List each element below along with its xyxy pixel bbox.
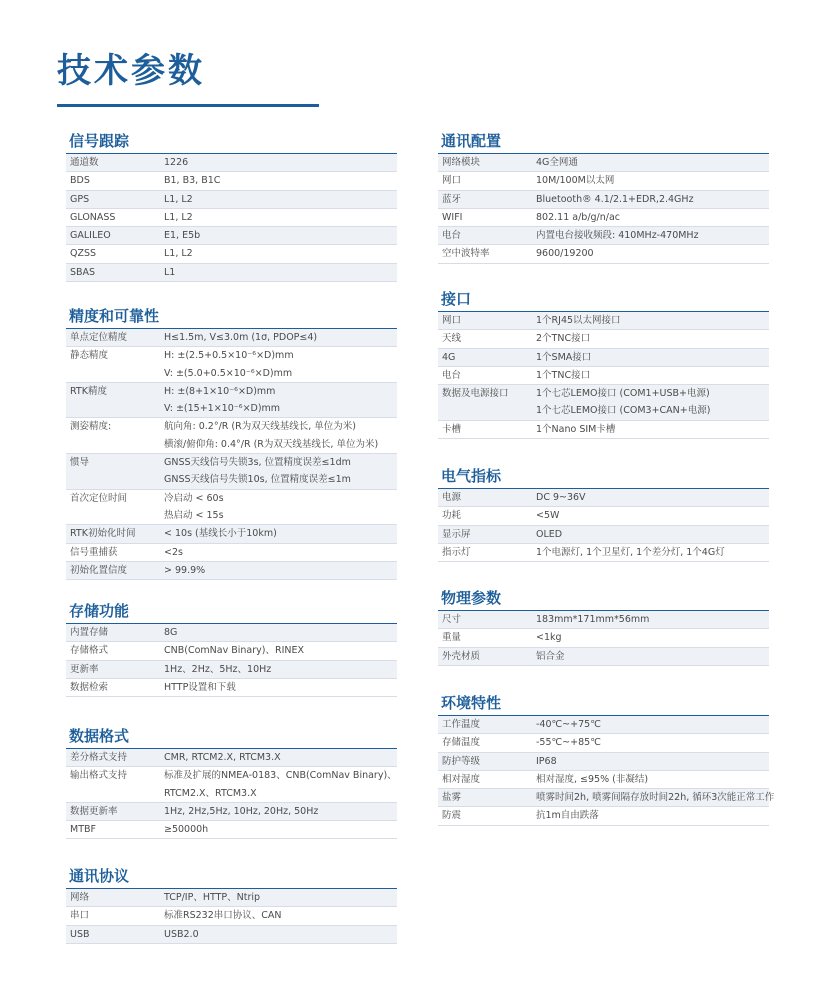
spec-row <box>438 507 769 525</box>
spec-value-line: 抗1m自由跌落 <box>536 810 599 822</box>
spec-value-line: 1Hz, 2Hz,5Hz, 10Hz, 20Hz, 50Hz <box>164 805 319 817</box>
spec-value <box>164 907 397 924</box>
spec-label: 通道数 <box>70 157 99 168</box>
spec-row <box>66 227 397 245</box>
section-title: 接口 <box>438 289 769 312</box>
spec-section <box>438 131 769 264</box>
spec-value <box>536 611 769 628</box>
spec-value-line: <5W <box>536 510 560 522</box>
spec-label: 网口 <box>442 315 462 326</box>
spec-value <box>164 191 397 208</box>
spec-row <box>66 661 397 679</box>
spec-value <box>164 544 397 561</box>
spec-value-line: 8G <box>164 627 178 638</box>
spec-value-line: 标准及扩展的NMEA-0183、CNB(ComNav Binary)、 <box>164 770 397 782</box>
spec-row <box>438 385 769 421</box>
spec-row <box>66 642 397 660</box>
spec-label: 数据更新率 <box>70 805 118 817</box>
spec-value-line: GNSS天线信号失锁10s, 位置精度误差≤1m <box>164 474 351 486</box>
spec-label: 网口 <box>442 175 462 187</box>
spec-value-line: L1, L2 <box>164 248 193 260</box>
spec-value-line: ≥50000h <box>164 824 209 836</box>
spec-value-line: 1个Nano SIM卡槽 <box>536 423 616 435</box>
spec-value <box>536 245 769 262</box>
spec-value-line: 1个七芯LEMO接口 (COM1+USB+电源) <box>536 388 710 400</box>
spec-label: GPS <box>70 193 90 205</box>
spec-label: 功耗 <box>442 510 462 522</box>
spec-label: 天线 <box>442 333 462 345</box>
spec-value-line: 4G全网通 <box>536 157 578 168</box>
spec-value <box>536 629 769 646</box>
spec-label: 存储格式 <box>70 645 109 657</box>
spec-label: 尺寸 <box>442 614 462 625</box>
spec-value <box>164 749 397 766</box>
spec-row <box>66 907 397 925</box>
spec-value <box>536 191 769 208</box>
spec-value-line: GNSS天线信号失锁3s, 位置精度误差≤1dm <box>164 457 351 469</box>
spec-label: 网络模块 <box>442 157 481 168</box>
spec-label: 更新率 <box>70 663 99 675</box>
spec-row <box>438 349 769 367</box>
spec-value-line: 1Hz、2Hz、5Hz、10Hz <box>164 663 272 675</box>
spec-row <box>66 490 397 526</box>
spec-row <box>66 889 397 907</box>
spec-section <box>66 306 397 580</box>
spec-label: 重量 <box>442 632 462 644</box>
spec-value-line: HTTP设置和下载 <box>164 681 236 693</box>
spec-row <box>66 154 397 172</box>
spec-section <box>66 726 397 839</box>
spec-value-line: 1个SMA接口 <box>536 351 592 363</box>
spec-row <box>66 329 397 347</box>
spec-value-line: TCP/IP、HTTP、Ntrip <box>164 892 261 903</box>
section-title: 物理参数 <box>438 588 769 611</box>
spec-value <box>164 418 397 453</box>
spec-value-line: 1个RJ45以太网接口 <box>536 315 621 326</box>
spec-label: 工作温度 <box>442 719 481 730</box>
spec-label: 信号重捕获 <box>70 546 118 558</box>
spec-value-line: CMR, RTCM2.X, RTCM3.X <box>164 752 281 763</box>
section-title: 存储功能 <box>66 601 397 624</box>
spec-value-line: RTCM2.X、RTCM3.X <box>164 787 257 799</box>
spec-label: 测姿精度: <box>70 421 112 433</box>
spec-value-line: B1, B3, B1C <box>164 175 221 187</box>
spec-value <box>536 526 769 543</box>
spec-value-line: CNB(ComNav Binary)、RINEX <box>164 645 304 657</box>
spec-value <box>164 803 397 820</box>
spec-label: MTBF <box>70 824 96 836</box>
spec-row <box>438 330 769 348</box>
spec-value <box>536 227 769 244</box>
spec-label: 首次定位时间 <box>70 492 128 504</box>
spec-row <box>438 753 769 771</box>
spec-label: 差分格式支持 <box>70 752 128 763</box>
section-title: 信号跟踪 <box>66 131 397 154</box>
spec-label: 电台 <box>442 230 462 242</box>
spec-row <box>438 716 769 734</box>
spec-row <box>66 383 397 419</box>
spec-value-line: 802.11 a/b/g/n/ac <box>536 211 621 223</box>
spec-value <box>164 767 397 802</box>
title-divider <box>57 104 319 107</box>
spec-row <box>66 679 397 697</box>
spec-label: RTK初始化时间 <box>70 528 136 540</box>
spec-section <box>438 466 769 562</box>
spec-row <box>438 245 769 263</box>
spec-value-line: 喷雾时间2h, 喷雾间隔存放时间22h, 循环3次能正常工作 <box>536 792 775 804</box>
spec-value-line: 1个七芯LEMO接口 (COM3+CAN+电源) <box>536 405 711 417</box>
spec-row <box>66 562 397 580</box>
spec-value-line: 183mm*171mm*56mm <box>536 614 650 625</box>
spec-row <box>66 624 397 642</box>
spec-label: 单点定位精度 <box>70 332 128 343</box>
spec-label: 空中波特率 <box>442 248 490 260</box>
spec-value-line: E1, E5b <box>164 230 201 242</box>
spec-label: 网络 <box>70 892 90 903</box>
spec-value <box>536 789 774 806</box>
spec-row <box>66 525 397 543</box>
spec-value <box>536 771 769 788</box>
spec-value <box>536 172 769 189</box>
spec-value <box>164 454 397 489</box>
spec-value <box>164 889 397 906</box>
spec-value <box>536 421 769 438</box>
section-title: 电气指标 <box>438 466 769 489</box>
spec-value-line: 1个TNC接口 <box>536 369 591 381</box>
spec-value-line: V: ±(15+1×10⁻⁶×D)mm <box>164 403 281 415</box>
spec-value <box>164 154 397 171</box>
section-title: 数据格式 <box>66 726 397 749</box>
spec-row <box>438 154 769 172</box>
spec-label: 卡槽 <box>442 423 462 435</box>
spec-label: 串口 <box>70 910 90 922</box>
spec-row <box>66 264 397 282</box>
spec-value-line: -55℃~+85℃ <box>536 737 601 749</box>
spec-label: 相对湿度 <box>442 773 481 785</box>
spec-row <box>66 172 397 190</box>
spec-label: 外壳材质 <box>442 650 481 662</box>
spec-value-line: V: ±(5.0+0.5×10⁻⁶×D)mm <box>164 367 293 379</box>
spec-value <box>164 525 397 542</box>
spec-row <box>66 749 397 767</box>
spec-row <box>66 454 397 490</box>
spec-row <box>438 734 769 752</box>
spec-value-line: 横滚/俯仰角: 0.4°/R (R为双天线基线长, 单位为米) <box>164 438 379 450</box>
spec-section <box>438 588 769 666</box>
spec-value-line: < 10s (基线长小于10km) <box>164 528 277 540</box>
spec-label: 蓝牙 <box>442 193 462 205</box>
spec-value <box>164 245 397 262</box>
page-title: 技术参数 <box>57 51 205 91</box>
spec-label: GLONASS <box>70 211 116 223</box>
spec-row <box>438 421 769 439</box>
spec-row <box>438 526 769 544</box>
spec-row <box>438 611 769 629</box>
spec-row <box>66 821 397 839</box>
spec-row <box>66 209 397 227</box>
spec-value <box>536 367 769 384</box>
spec-value-line: L1, L2 <box>164 193 193 205</box>
spec-value <box>536 734 769 751</box>
spec-row <box>438 648 769 666</box>
spec-value <box>536 385 769 420</box>
spec-value <box>536 716 769 733</box>
spec-value-line: <1kg <box>536 632 562 644</box>
spec-label: 防震 <box>442 810 462 822</box>
spec-value-line: 内置电台接收频段: 410MHz-470MHz <box>536 230 699 242</box>
spec-value <box>164 624 397 641</box>
spec-value-line: 1个电源灯, 1个卫星灯, 1个差分灯, 1个4G灯 <box>536 546 725 558</box>
spec-value-line: OLED <box>536 528 563 540</box>
spec-value <box>536 330 769 347</box>
spec-value <box>536 544 769 561</box>
spec-value <box>164 562 397 579</box>
spec-row <box>438 172 769 190</box>
spec-value-line: L1 <box>164 266 176 278</box>
spec-row <box>438 544 769 562</box>
spec-row <box>438 629 769 647</box>
spec-value-line: IP68 <box>536 755 557 767</box>
spec-label: 存储温度 <box>442 737 481 749</box>
spec-label: SBAS <box>70 266 96 278</box>
spec-row <box>438 191 769 209</box>
spec-value-line: Bluetooth® 4.1/2.1+EDR,2.4GHz <box>536 193 694 205</box>
section-title: 精度和可靠性 <box>66 306 397 329</box>
spec-label: 电源 <box>442 492 462 503</box>
spec-label: 输出格式支持 <box>70 770 128 782</box>
spec-section <box>66 866 397 944</box>
spec-label: QZSS <box>70 248 97 260</box>
spec-value-line: 铝合金 <box>536 650 565 662</box>
spec-value <box>536 349 769 366</box>
spec-label: 数据检索 <box>70 681 109 693</box>
spec-label: 4G <box>442 351 456 363</box>
spec-row <box>438 227 769 245</box>
spec-label: 防护等级 <box>442 755 481 767</box>
spec-label: WIFI <box>442 211 463 223</box>
spec-row <box>66 544 397 562</box>
spec-section <box>66 601 397 697</box>
spec-value <box>164 264 397 281</box>
spec-value <box>536 807 769 824</box>
spec-value <box>536 154 769 171</box>
spec-label: GALILEO <box>70 230 111 242</box>
spec-label: 显示屏 <box>442 528 471 540</box>
spec-value <box>536 489 769 506</box>
spec-row <box>66 191 397 209</box>
spec-value-line: 9600/19200 <box>536 248 594 260</box>
spec-value-line: 标准RS232串口协议、CAN <box>164 910 282 922</box>
section-title: 环境特性 <box>438 693 769 716</box>
spec-value <box>164 383 397 418</box>
spec-label: 内置存储 <box>70 627 109 638</box>
spec-row <box>66 926 397 944</box>
spec-value-line: 航向角: 0.2°/R (R为双天线基线长, 单位为米) <box>164 421 356 433</box>
spec-value <box>536 209 769 226</box>
spec-value <box>164 172 397 189</box>
spec-label: 盐雾 <box>442 792 462 804</box>
spec-value-line: USB2.0 <box>164 928 199 940</box>
spec-value-line: > 99.9% <box>164 564 206 576</box>
spec-section <box>438 693 775 826</box>
spec-value-line: 2个TNC接口 <box>536 333 591 345</box>
section-title: 通讯协议 <box>66 866 397 889</box>
spec-value <box>164 209 397 226</box>
spec-value-line: H: ±(8+1×10⁻⁶×D)mm <box>164 385 276 397</box>
spec-value <box>164 490 397 525</box>
spec-value-line: 相对湿度, ≤95% (非凝结) <box>536 773 649 785</box>
spec-row <box>438 489 769 507</box>
spec-value <box>164 642 397 659</box>
spec-label: 初始化置信度 <box>70 564 128 576</box>
spec-value <box>164 227 397 244</box>
spec-row <box>438 367 769 385</box>
spec-value-line: 1226 <box>164 157 189 168</box>
spec-label: 惯导 <box>70 457 90 469</box>
spec-section <box>66 131 397 282</box>
spec-value <box>164 679 397 696</box>
spec-row <box>66 803 397 821</box>
spec-value-line: 10M/100M以太网 <box>536 175 615 187</box>
spec-value <box>536 507 769 524</box>
spec-label: 指示灯 <box>442 546 471 558</box>
spec-row <box>438 771 769 789</box>
spec-value-line: -40℃~+75℃ <box>536 719 601 730</box>
spec-row <box>66 418 397 454</box>
spec-row <box>438 789 775 807</box>
spec-value-line: 冷启动 < 60s <box>164 492 224 504</box>
spec-label: 静态精度 <box>70 350 109 362</box>
spec-row <box>66 245 397 263</box>
spec-section <box>438 289 769 439</box>
spec-label: 电台 <box>442 369 462 381</box>
spec-value-line: H: ±(2.5+0.5×10⁻⁶×D)mm <box>164 350 294 362</box>
spec-value-line: <2s <box>164 546 183 558</box>
spec-label: RTK精度 <box>70 385 107 397</box>
spec-row <box>438 312 769 330</box>
spec-value-line: 热启动 < 15s <box>164 509 224 521</box>
spec-value <box>164 329 397 346</box>
spec-value <box>536 753 769 770</box>
spec-row <box>66 767 397 803</box>
spec-value-line: H≤1.5m, V≤3.0m (1σ, PDOP≤4) <box>164 332 318 343</box>
spec-value <box>164 661 397 678</box>
spec-row <box>66 347 397 383</box>
spec-row <box>438 807 769 825</box>
spec-value <box>536 648 769 665</box>
spec-row <box>438 209 769 227</box>
spec-value <box>164 821 397 838</box>
spec-value <box>164 926 397 943</box>
section-title: 通讯配置 <box>438 131 769 154</box>
spec-value-line: L1, L2 <box>164 211 193 223</box>
spec-label: 数据及电源接口 <box>442 388 509 400</box>
spec-label: USB <box>70 928 90 940</box>
spec-label: BDS <box>70 175 90 187</box>
spec-value <box>164 347 397 382</box>
spec-value-line: DC 9~36V <box>536 492 586 503</box>
spec-value <box>536 312 769 329</box>
